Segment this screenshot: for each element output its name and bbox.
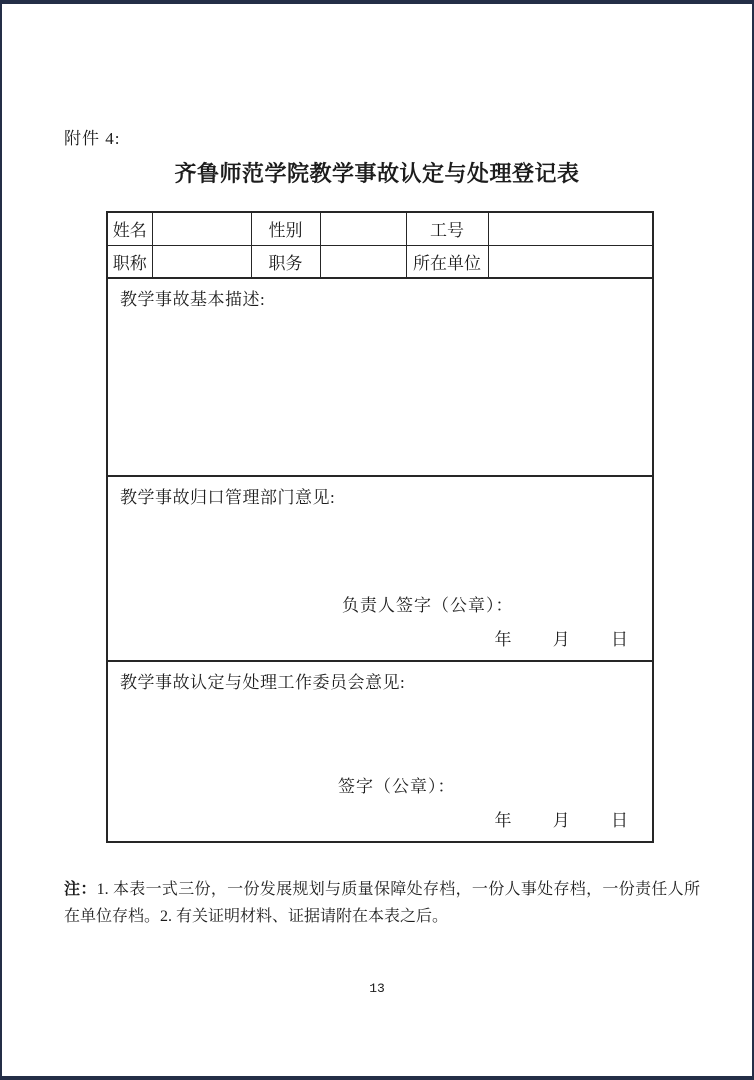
description-section-label: 教学事故基本描述: <box>120 290 266 309</box>
footnote-prefix: 注： <box>64 881 97 898</box>
committee-opinion-section-row <box>107 661 653 842</box>
name-value-cell <box>152 212 251 245</box>
registration-table <box>106 211 654 843</box>
committee-date-line <box>120 806 642 831</box>
description-section-cell <box>107 278 653 476</box>
position-value-cell <box>320 245 406 278</box>
prof-title-value-cell <box>152 245 251 278</box>
gender-label-cell: 性别 <box>251 212 320 245</box>
employee-id-value-cell <box>488 212 653 245</box>
dept-day-label: 日 <box>611 630 628 649</box>
name-label-cell: 姓名 <box>107 212 152 245</box>
committee-year-label: 年 <box>494 811 512 830</box>
employee-id-label-cell: 工号 <box>406 212 488 245</box>
description-section-row <box>107 278 653 476</box>
gender-value-cell <box>320 212 406 245</box>
committee-opinion-section-label: 教学事故认定与处理工作委员会意见: <box>120 673 406 692</box>
committee-day-label: 日 <box>611 811 628 830</box>
dept-opinion-section-row <box>107 476 653 661</box>
footnote-text: 1. 本表一式三份，一份发展规划与质量保障处存档，一份人事处存档，一份责任人所在单位存档。2. 有关证明材料、证据请附在本表之后。 <box>64 881 700 925</box>
dept-date-line <box>120 625 642 650</box>
attachment-label: 附件 4: <box>64 129 121 148</box>
position-label-cell: 职务 <box>251 245 320 278</box>
prof-title-label-cell: 职称 <box>107 245 152 278</box>
dept-year-label: 年 <box>494 630 512 649</box>
page-number: 13 <box>369 981 385 996</box>
committee-signature-line: 签字（公章）： <box>338 777 456 796</box>
dept-opinion-section-label: 教学事故归口管理部门意见: <box>120 488 336 507</box>
dept-month-label: 月 <box>552 630 570 649</box>
dept-signature-line: 负责人签字（公章）： <box>342 596 514 615</box>
unit-value-cell <box>488 245 653 278</box>
table-row-personal-2 <box>107 245 653 278</box>
committee-opinion-section-cell <box>107 661 653 842</box>
dept-opinion-section-cell <box>107 476 653 661</box>
unit-label-cell: 所在单位 <box>406 245 488 278</box>
page-title: 齐鲁师范学院教学事故认定与处理登记表 <box>174 161 580 186</box>
committee-month-label: 月 <box>552 811 570 830</box>
table-row-personal-1 <box>107 212 653 245</box>
footnote <box>64 876 700 930</box>
